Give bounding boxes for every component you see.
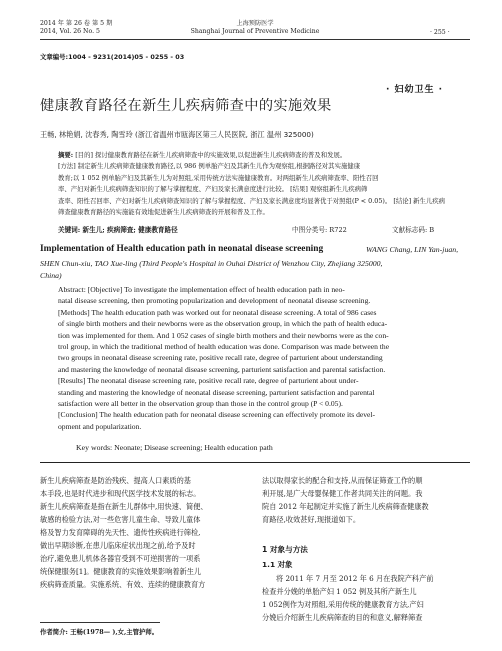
abstract-en-line: Abstract: [Objective] To investigate the implementation effect of health education path in neo- xyxy=(58,285,345,294)
abstract-cn-line: [方法] 制定新生儿疾病筛查健康教育路径,以 986 例单胎产妇及其新生儿作为观察组,根据路径对其实施健康 xyxy=(58,162,361,171)
body-paragraph-line: 利开展,是广大母婴保健工作者共同关注的问题。我 xyxy=(262,489,423,498)
abstract-cn-label: 摘要: xyxy=(58,151,74,159)
body-paragraph-line: 将 2011 年 7 月至 2012 年 6 月在我院产科产前 xyxy=(276,574,434,583)
abstract-en-line: standing and mastering the knowledge of neonatal disease screening, parturient satisfaction and parental xyxy=(58,387,375,397)
body-paragraph-line: 敏感的检验方法,对一些危害儿童生命、导致儿童体 xyxy=(40,515,201,524)
body-paragraph-line: 法以取得家长的配合和支持,从而保证筛查工作的顺 xyxy=(262,476,423,485)
issue-line-en: 2014, Vol. 26 No. 5 xyxy=(40,28,100,35)
authors-en-country: China) xyxy=(40,271,62,280)
section-heading-1-1: 1.1 对象 xyxy=(262,560,293,569)
page-number: · 255 · xyxy=(430,29,450,36)
section-heading-1: 1 对象与方法 xyxy=(262,545,308,554)
abstract-en-line: two groups in neonatal disease screening rate, positive recall rate, degree of parturient about understanding xyxy=(58,353,383,363)
article-title-cn: 健康教育路径在新生儿疾病筛查中的实施效果 xyxy=(40,98,332,114)
abstract-en-line: trol group, in which the traditional method of health education was done. Comparison was made between the xyxy=(58,342,390,352)
article-title-en: Implementation of Health education path in neonatal disease screening xyxy=(40,244,324,254)
issue-info xyxy=(40,20,112,36)
body-right-column xyxy=(262,474,470,526)
keywords-en: Key words: Neonate; Disease screening; Health education path xyxy=(76,443,273,452)
keywords-cn: 关键词: 新生儿; 疾病筛查; 健康教育路径 xyxy=(58,226,178,234)
body-paragraph-line: 疾病筛查质量。实施系统、有效、连续的健康教育方 xyxy=(40,580,206,589)
abstract-en-line: [Results] The neonatal disease screening rate, positive recall rate, degree of parturient about under- xyxy=(58,376,359,386)
abstract-en-line: [Conclusion] The health education path for neonatal disease screening can effectively promote its devel- xyxy=(58,410,376,420)
abstract-cn-line: 率、产妇对新生儿疾病筛查知识的了解与掌握程度、产妇及家长满意度进行比较。 [结果] 观察组新生儿疾病筛 xyxy=(58,185,368,194)
abstract-en-line: natal disease screening, then promoting popularization and development of neonatal disease screening. xyxy=(58,296,371,306)
body-paragraph-line: 1 052例作为对照组,采用传统的健康教育方法,产妇 xyxy=(262,600,424,609)
header-rule xyxy=(40,39,470,40)
abstract-en-line: opment and popularization. xyxy=(58,421,142,431)
abstract-bottom-rule xyxy=(40,462,470,463)
body-paragraph-line: 做出早期诊断,在患儿临床症状出现之前,给予及时 xyxy=(40,541,196,550)
abstract-en-line: and mastering the knowledge of neonatal disease screening, parturient satisfaction and parental satisfaction. xyxy=(58,364,386,374)
journal-name-cn: 上海预防医学 xyxy=(236,20,274,27)
body-paragraph-line: 育路径,收效甚好,现报道如下。 xyxy=(262,515,361,524)
authors-cn: 王畅, 林艳娟, 沈春秀, 陶雪玲 (浙江省温州市瓯海区第三人民医院, 浙江 温州 325000) xyxy=(40,130,314,139)
abstract-en-line: [Methods] The health education path was worked out for neonatal disease screening. A total of 986 cases xyxy=(58,307,377,317)
author-footnote: 作者简介: 王畅(1978— ),女,主管护师。 xyxy=(40,628,159,636)
section-tag: · 妇幼卫生 · xyxy=(386,85,444,95)
authors-en-affiliation: SHEN Chun-xiu, TAO Xue-ling (Third People's Hospital in Ouhai District of Wenzhou City, Zhejiang 325000, xyxy=(40,259,383,268)
journal-name xyxy=(180,20,330,36)
issue-line-cn: 2014 年 第 26 卷 第 5 期 xyxy=(40,20,113,27)
footnote-rule xyxy=(40,622,160,623)
abstract-cn-line: [目的] 探讨健康教育路径在新生儿疾病筛查中的实施效果,以促进新生儿疾病筛查的普及和发展。 xyxy=(75,151,347,159)
abstract-en-line: of single birth mothers and their newborns were as the observation group, in which the path of health educa- xyxy=(58,319,388,329)
body-paragraph-line: 格及智力发育障碍的先天性、遗传性疾病进行筛检, xyxy=(40,528,201,537)
body-paragraph-line: 分娩后介绍新生儿疾病筛查的目的和意义,解释筛查 xyxy=(262,613,423,622)
authors-en-names: WANG Chang, LIN Yan-juan, xyxy=(366,245,459,254)
journal-name-en: Shanghai Journal of Preventive Medicine xyxy=(190,28,320,35)
abstract-en-line: satisfaction were all better in the observation group than those in the control group (P < 0.05). xyxy=(58,399,343,409)
body-paragraph-line: 本手段,也是时代进步和现代医学技术发展的标志。 xyxy=(40,489,201,498)
document-code: 文献标志码: B xyxy=(392,226,435,234)
body-paragraph-line: 院自 2012 年起制定并实施了新生儿疾病筛查健康教 xyxy=(262,502,429,511)
article-number: 文章编号:1004 - 9231(2014)05 - 0255 - 03 xyxy=(40,53,185,61)
body-paragraph-line: 检查并分娩的单胎产妇 1 052 例及其所产新生儿 xyxy=(262,587,417,596)
abstract-en xyxy=(58,284,456,432)
abstract-cn-line: 教育;以 1 052 例单胎产妇及其新生儿为对照组,采用传统方法实施健康教育。对两组新生儿疾病筛查率、阳性召回 xyxy=(58,173,379,182)
body-right-column-2 xyxy=(262,572,470,624)
body-paragraph-line: 统保健服务[1]。健康教育的实施效果影响着新生儿 xyxy=(40,567,202,576)
abstract-cn xyxy=(58,150,450,218)
abstract-en-line: tion was implemented for them. And 1 052 cases of single birth mothers and their newborns were as the con- xyxy=(58,330,389,340)
body-paragraph-line: 治疗,避免患儿机体各器官受到不可逆损害的一项系 xyxy=(40,554,201,563)
clc-number: 中图分类号: R722 xyxy=(292,226,347,234)
body-paragraph-line: 新生儿疾病筛查是指在新生儿群体中,用快速、简便、 xyxy=(40,502,208,511)
body-paragraph-line: 新生儿疾病筛查是防治残疾、提高人口素质的基 xyxy=(40,476,191,485)
body-left-column xyxy=(40,474,246,591)
abstract-cn-line: 查率、阳性召回率、产妇对新生儿疾病筛查知识的了解与掌握程度、产妇及家长满意度均显著优于对照组(P < 0.05)。 [结论] 新生儿疾病筛查健康教育路径的实施能有效地促进新生儿疾病筛查的开展和普及工作。 xyxy=(58,196,446,217)
